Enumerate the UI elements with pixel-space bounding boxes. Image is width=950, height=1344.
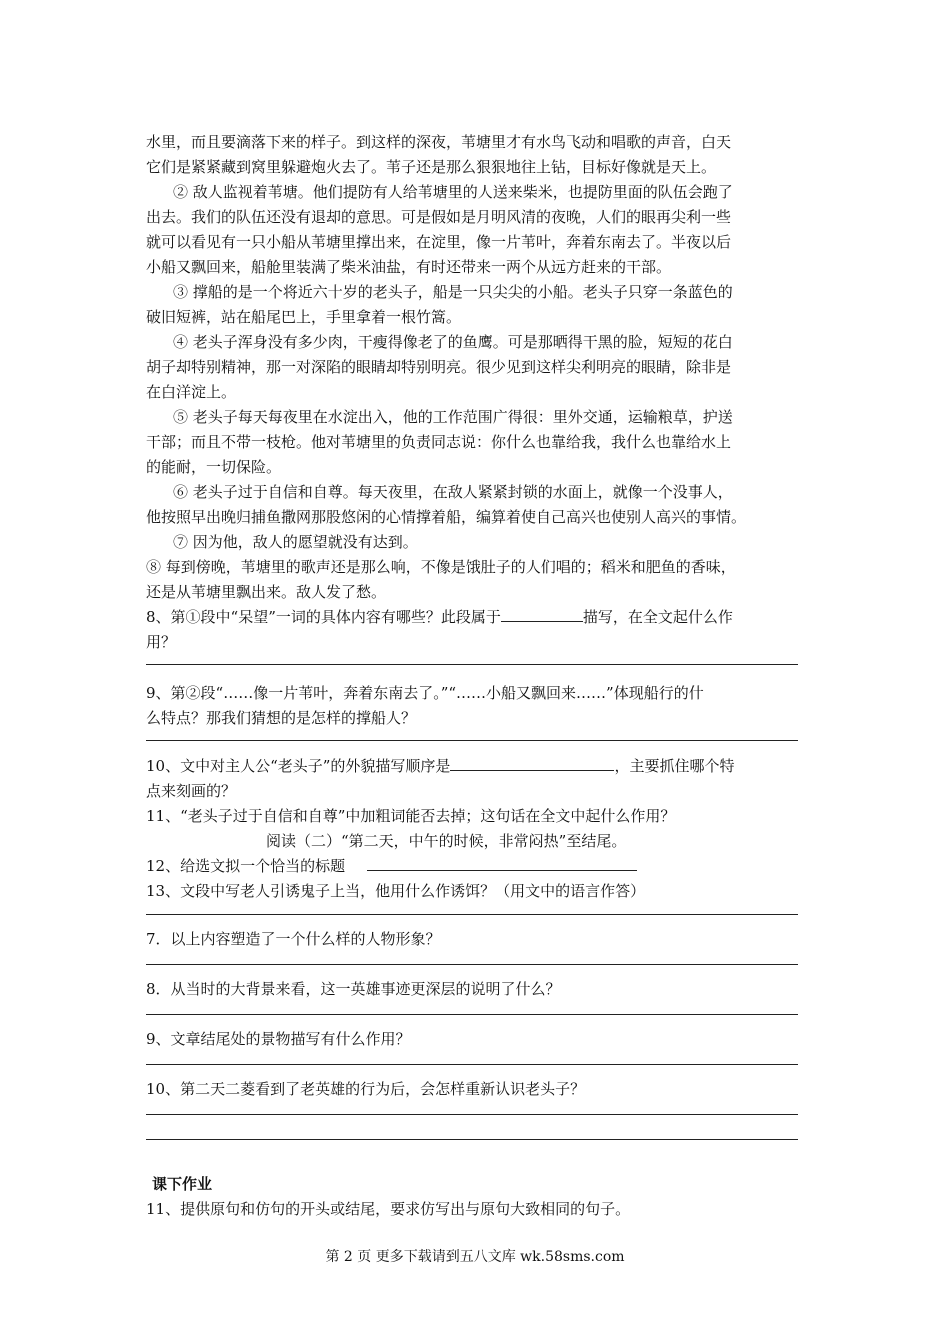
question-8: 8、第①段中“呆望”一词的具体内容有哪些？此段属于 描写，在全文起什么作 <box>146 608 733 626</box>
question-8-cont: 用？ <box>146 633 177 651</box>
passage-line: ⑦ 因为他，敌人的愿望就没有达到。 <box>173 533 418 551</box>
passage-line: ③ 撑船的是一个将近六十岁的老头子，船是一只尖尖的小船。老头子只穿一条蓝色的 <box>173 283 733 301</box>
passage-line: ② 敌人监视着苇塘。他们提防有人给苇塘里的人送来柴米，也提防里面的队伍会跑了 <box>173 183 733 201</box>
passage-line: 它们是紧紧藏到窝里躲避炮火去了。苇子还是那么狠狠地往上钻，目标好像就是天上。 <box>146 158 717 176</box>
passage-line: 在白洋淀上。 <box>146 383 237 401</box>
passage-line: 干部；而且不带一枝枪。他对苇塘里的负责同志说：你什么也靠给我，我什么也靠给水上 <box>146 433 732 451</box>
answer-line[interactable] <box>146 964 798 965</box>
answer-line[interactable] <box>146 740 798 741</box>
passage-line: 水里，而且要滴落下来的样子。到这样的深夜，苇塘里才有水鸟飞动和唱歌的声音，白天 <box>146 133 732 151</box>
passage-line: ⑤ 老头子每天每夜里在水淀出入，他的工作范围广得很：里外交通，运输粮草，护送 <box>173 408 733 426</box>
answer-line[interactable] <box>146 1064 798 1065</box>
passage-line: 他按照早出晚归捕鱼撒网那股悠闲的心情撑着船，编算着使自己高兴也使别人高兴的事情。 <box>146 508 747 526</box>
answer-line[interactable] <box>146 1139 798 1140</box>
passage-line: 出去。我们的队伍还没有退却的意思。可是假如是月明风清的夜晚，人们的眼再尖利一些 <box>146 208 732 226</box>
passage-line: 就可以看见有一只小船从苇塘里撑出来，在淀里，像一片苇叶，奔着东南去了。半夜以后 <box>146 233 732 251</box>
homework-item: 11、提供原句和仿句的开头或结尾，要求仿写出与原句大致相同的句子。 <box>146 1200 631 1218</box>
answer-blank[interactable] <box>450 756 614 771</box>
question-7: 7．以上内容塑造了一个什么样的人物形象？ <box>146 930 441 948</box>
question-8b: 8．从当时的大背景来看，这一英雄事迹更深层的说明了什么？ <box>146 980 561 998</box>
answer-line[interactable] <box>146 664 798 665</box>
passage-line: ⑧ 每到傍晚，苇塘里的歌声还是那么响，不像是饿肚子的人们唱的；稻米和肥鱼的香味， <box>146 558 736 576</box>
answer-line[interactable] <box>146 1114 798 1115</box>
question-9-cont: 么特点？那我们猜想的是怎样的撑船人？ <box>146 709 417 727</box>
question-9b: 9、文章结尾处的景物描写有什么作用？ <box>146 1030 411 1048</box>
question-10: 10、文中对主人公“老头子”的外貌描写顺序是 ，主要抓住哪个特 <box>146 757 735 775</box>
question-9: 9、第②段“……像一片苇叶，奔着东南去了。”“……小船又飘回来……”体现船行的什 <box>146 684 704 702</box>
passage-line: 还是从苇塘里飘出来。敌人发了愁。 <box>146 583 387 601</box>
passage-line: ④ 老头子浑身没有多少肉，干瘦得像老了的鱼鹰。可是那晒得干黑的脸，短短的花白 <box>173 333 733 351</box>
answer-blank[interactable] <box>501 607 583 622</box>
passage-line: 胡子却特别精神，那一对深陷的眼睛却特别明亮。很少见到这样尖利明亮的眼睛，除非是 <box>146 358 732 376</box>
question-13: 13、文段中写老人引诱鬼子上当，他用什么作诱饵？（用文中的语言作答） <box>146 882 646 900</box>
answer-line[interactable] <box>146 914 798 915</box>
passage-line: 小船又飘回来，船舱里装满了柴米油盐，有时还带来一两个从远方赶来的干部。 <box>146 258 672 276</box>
page-footer: 第 2 页 更多下载请到五八文库 wk.58sms.com <box>325 1249 625 1265</box>
title-blank[interactable] <box>367 856 637 871</box>
homework-title: 课下作业 <box>152 1175 213 1193</box>
passage-line: 的能耐，一切保险。 <box>146 458 282 476</box>
reading-2-heading: 阅读（二）“第二天，中午的时候，非常闷热”至结尾。 <box>266 832 627 850</box>
question-12: 12、给选文拟一个恰当的标题 <box>146 856 637 876</box>
question-10b: 10、第二天二菱看到了老英雄的行为后，会怎样重新认识老头子？ <box>146 1080 586 1098</box>
passage-line: 破旧短裤，站在船尾巴上，手里拿着一根竹篙。 <box>146 308 462 326</box>
passage-line: ⑥ 老头子过于自信和自尊。每天夜里，在敌人紧紧封锁的水面上，就像一个没事人， <box>173 483 733 501</box>
question-11: 11、“老头子过于自信和自尊”中加粗词能否去掉；这句话在全文中起什么作用？ <box>146 807 676 825</box>
answer-line[interactable] <box>146 1014 798 1015</box>
question-10-cont: 点来刻画的？ <box>146 782 237 800</box>
